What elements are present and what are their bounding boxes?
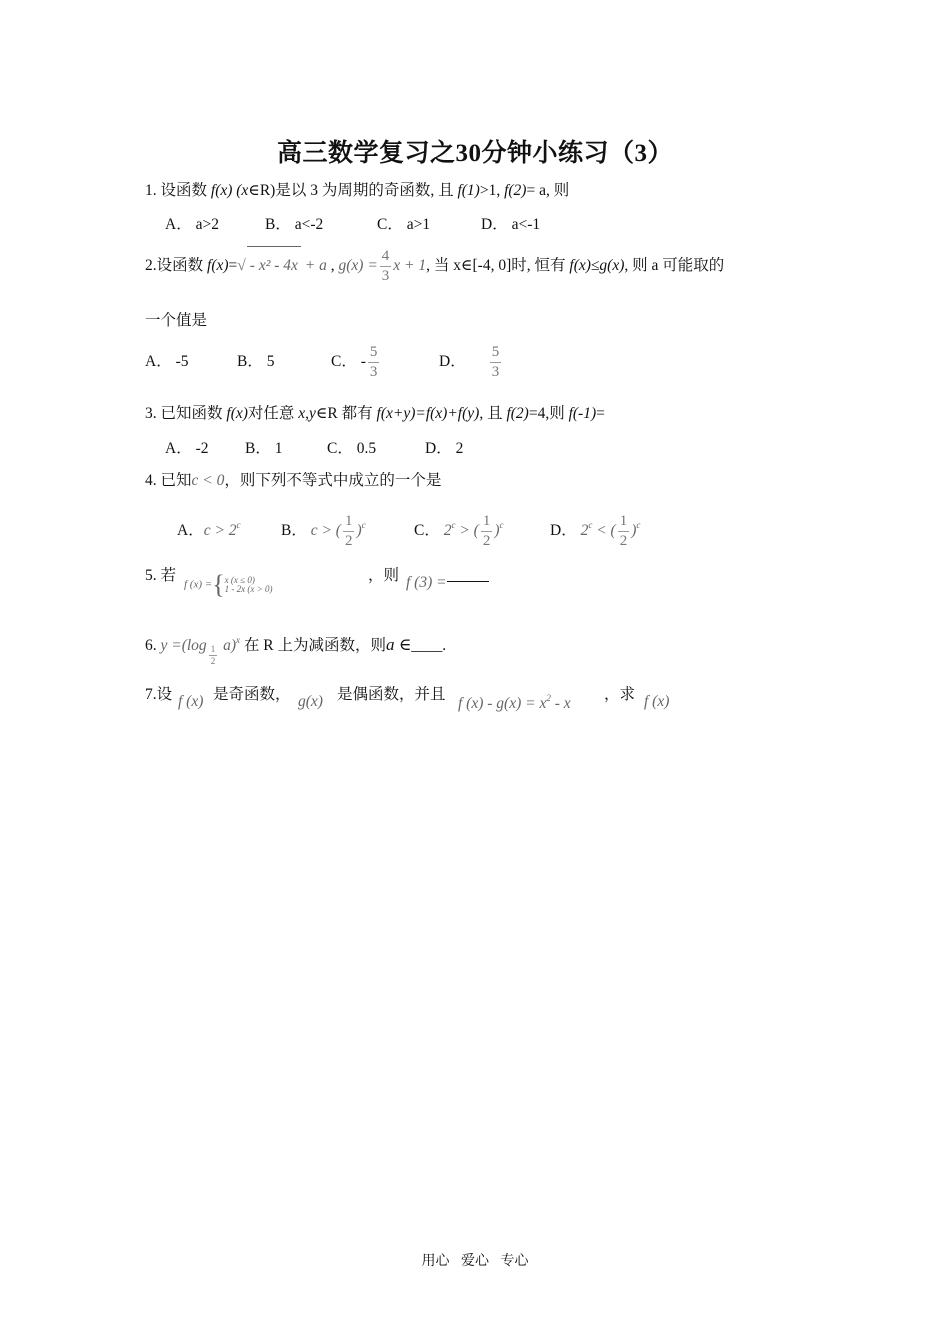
q3-number: 3.: [145, 405, 161, 422]
q1-elem: ∈: [248, 182, 260, 199]
q4-option-d-sup1: c: [588, 520, 593, 530]
q4-option-d-sup2: c: [636, 520, 641, 530]
q4-options: [177, 505, 640, 551]
q7-eq: f (x) - g(x) = x: [458, 695, 547, 712]
q3-option-b: B． 1: [245, 440, 283, 457]
q2-option-d-num: 5: [490, 343, 502, 363]
q4-option-b-den: 2: [344, 532, 353, 549]
q4-option-b-num: 1: [343, 512, 355, 532]
q6-sup: x: [235, 635, 240, 645]
q1-text-b: R)是以 3 为周期的奇函数, 且: [259, 182, 458, 199]
q4-text: 已知: [160, 472, 192, 489]
q3-text-c: R 都有: [327, 405, 377, 422]
q3-text-b: 对任意: [247, 405, 299, 422]
q2-line2: 一个值是: [145, 312, 208, 329]
q4-text-b: ，则下列不等式中成立的一个是: [224, 472, 442, 489]
q3-option-d: D． 2: [425, 440, 464, 457]
q3-option-c: C． 0.5: [327, 440, 377, 457]
q3-fm1: f(-1): [568, 405, 597, 422]
q4-option-c-mid: > (: [455, 522, 479, 539]
q4-option-b-sup: c: [361, 520, 366, 530]
q7-text-b: 是奇函数，: [213, 686, 291, 703]
q5-tail: [368, 563, 399, 585]
q4-option-c-left: 2: [443, 522, 452, 539]
q6-answer-blank[interactable]: ____: [411, 637, 443, 654]
q2-option-d-den: 3: [491, 363, 500, 380]
q2-gx: g(x) =: [338, 257, 378, 274]
q4-option-c-right: ): [494, 522, 500, 539]
q6-base-num: 1: [210, 644, 216, 654]
q6-text: 在 R 上为减函数，则: [243, 637, 386, 654]
q4-option-b: [281, 505, 414, 551]
q5-answer: [406, 574, 489, 592]
q7-text-c-wrap: [337, 682, 446, 704]
q5-f3: f (3) =: [406, 574, 447, 591]
q2-option-a: A． -5: [145, 353, 189, 370]
q6-expr-tail: a): [219, 637, 236, 654]
q4-cond: c < 0: [191, 472, 225, 489]
q5-text-b: ，则: [368, 567, 400, 584]
q2-option-c-frac: [368, 343, 380, 382]
q2-frac-num: 4: [380, 247, 392, 267]
q7-text-d-wrap: [604, 682, 635, 704]
q1-fx: f(x) (x: [210, 182, 249, 199]
q4-option-c-sup2: c: [499, 520, 504, 530]
q6-end: .: [442, 637, 447, 654]
q7-eq-tail: - x: [550, 695, 571, 712]
q4-option-c-num: 1: [481, 512, 493, 532]
q1-text: 设函数: [160, 182, 211, 199]
q3-text-e: =4,则: [528, 405, 569, 422]
q2-option-d-frac: [490, 343, 502, 382]
q2-option-c-den: 3: [369, 363, 378, 380]
q5-piecewise: [184, 570, 272, 600]
q1-f2: f(2): [504, 182, 527, 199]
q3-options: [165, 436, 463, 458]
q5-text: 若: [160, 567, 177, 584]
q7-number: 7.: [145, 686, 157, 703]
q2-gx-tail: x + 1: [393, 257, 427, 274]
q1-option-b: B． a<-2: [265, 216, 324, 233]
q7-gx-wrap: [298, 693, 323, 711]
q1-option-d: D． a<-1: [481, 216, 541, 233]
q2-frac-den: 3: [381, 267, 390, 284]
q4-option-b-right: ): [356, 522, 362, 539]
q4-option-d: [550, 505, 640, 551]
q3-f2: f(2): [506, 405, 529, 422]
q1-number: 1.: [145, 182, 161, 199]
q2-option-c-label: C． -: [331, 353, 366, 370]
q4-option-b-left: c > (: [310, 522, 341, 539]
q6-base-frac: [209, 644, 218, 667]
q7-text-d: ，求: [604, 686, 636, 703]
q3-text-d: , 且: [479, 405, 507, 422]
q1-text-d: = a, 则: [526, 182, 570, 199]
q4-option-a-sup: c: [236, 520, 241, 530]
q1-option-a: A． a>2: [165, 216, 219, 233]
q2-text: 设函数: [156, 257, 208, 274]
q7-text: 设: [156, 686, 173, 703]
q2-plus-a: + a: [304, 257, 327, 274]
question-6: [145, 625, 446, 667]
q3-elem: ∈: [315, 405, 328, 422]
q2-text-d: , 则 a 可能取的: [624, 257, 725, 274]
q4-option-d-den: 2: [619, 532, 628, 549]
q2-eq: =: [228, 257, 238, 274]
q5-case-2: 1 - 2x (x > 0): [224, 584, 273, 594]
question-1: [145, 178, 569, 200]
q2-option-d: [439, 342, 503, 382]
q4-option-a: [177, 505, 281, 551]
q4-option-d-left: 2: [580, 522, 589, 539]
q5-answer-blank[interactable]: [447, 581, 489, 582]
q2-frac: [380, 247, 392, 286]
q2-option-c-num: 5: [368, 343, 380, 363]
q3-text: 已知函数: [160, 405, 227, 422]
page-title: 高三数学复习之30分钟小练习（3）: [276, 140, 673, 167]
q4-option-d-num: 1: [618, 512, 630, 532]
q7-fx2: f (x): [644, 693, 670, 710]
q4-number: 4.: [145, 472, 161, 489]
q5-cases: [225, 576, 273, 594]
q1-text-c: >1,: [479, 182, 505, 199]
q7-fx: f (x): [178, 693, 204, 710]
brace-icon: {: [212, 570, 225, 599]
q2-text-c: [-4, 0]时, 恒有: [472, 257, 570, 274]
q4-option-d-frac: [618, 512, 630, 551]
q7-text-b-wrap: [213, 682, 291, 704]
q6-expr: y =(log: [160, 637, 207, 654]
q4-option-d-right: ): [631, 522, 637, 539]
q4-option-c-label: C．: [414, 522, 440, 539]
question-3: [145, 401, 605, 423]
q4-option-a-label: A．: [177, 522, 204, 539]
q5-number: 5.: [145, 567, 161, 584]
q7-fx2-wrap: [644, 693, 669, 711]
q4-option-a-expr: c > 2: [203, 522, 237, 539]
q3-xy: x,y: [298, 405, 316, 422]
q2-option-c: [331, 342, 439, 382]
q7-gx: g(x): [298, 693, 323, 710]
q3-fx: f(x): [226, 405, 248, 422]
q2-option-b: B． 5: [237, 353, 275, 370]
q4-option-d-label: D．: [550, 522, 577, 539]
q3-option-a: A． -2: [165, 440, 209, 457]
question-4: [145, 468, 441, 490]
question-5: [145, 563, 176, 585]
q3-eq: f(x+y)=f(x)+f(y): [376, 405, 480, 422]
q2-text-b: , 当 x: [426, 257, 462, 274]
q2-elem: ∈: [461, 257, 473, 274]
q2-number: 2.: [145, 257, 157, 274]
q1-option-c: C． a>1: [377, 216, 431, 233]
question-7: [145, 682, 172, 704]
q4-option-c-sup1: c: [451, 520, 456, 530]
q2-ineq: f(x)≤g(x): [569, 257, 625, 274]
q7-sup: 2: [546, 693, 551, 703]
q6-number: 6.: [145, 637, 157, 654]
q4-option-c: [414, 505, 550, 551]
q7-eq-wrap: [458, 693, 571, 713]
q5-case-1: x (x ≤ 0): [224, 575, 255, 585]
q1-options: [165, 212, 540, 234]
q4-option-b-frac: [343, 512, 355, 551]
q7-fx-wrap: [178, 693, 203, 711]
sqrt-icon: √: [237, 257, 246, 274]
q6-base-den: 2: [210, 656, 216, 666]
q6-a-elem: a ∈: [385, 635, 412, 654]
q4-option-d-mid: < (: [592, 522, 616, 539]
q2-sqrt-content: - x² - 4x: [247, 246, 301, 285]
q2-comma: ,: [326, 257, 339, 274]
q7-text-c: 是偶函数，并且: [337, 686, 446, 703]
q4-option-b-label: B．: [281, 522, 307, 539]
q2-fx: f(x): [207, 257, 229, 274]
q4-option-c-den: 2: [482, 532, 491, 549]
q2-option-d-label: D．: [439, 353, 466, 370]
q4-option-c-frac: [481, 512, 493, 551]
q2-options: [145, 342, 503, 382]
q3-text-f: =: [596, 405, 605, 422]
q1-f1: f(1): [457, 182, 480, 199]
page-footer: 用心 爱心 专心: [421, 1254, 529, 1269]
question-2: [145, 246, 724, 286]
q5-fx: f (x) =: [184, 578, 213, 591]
